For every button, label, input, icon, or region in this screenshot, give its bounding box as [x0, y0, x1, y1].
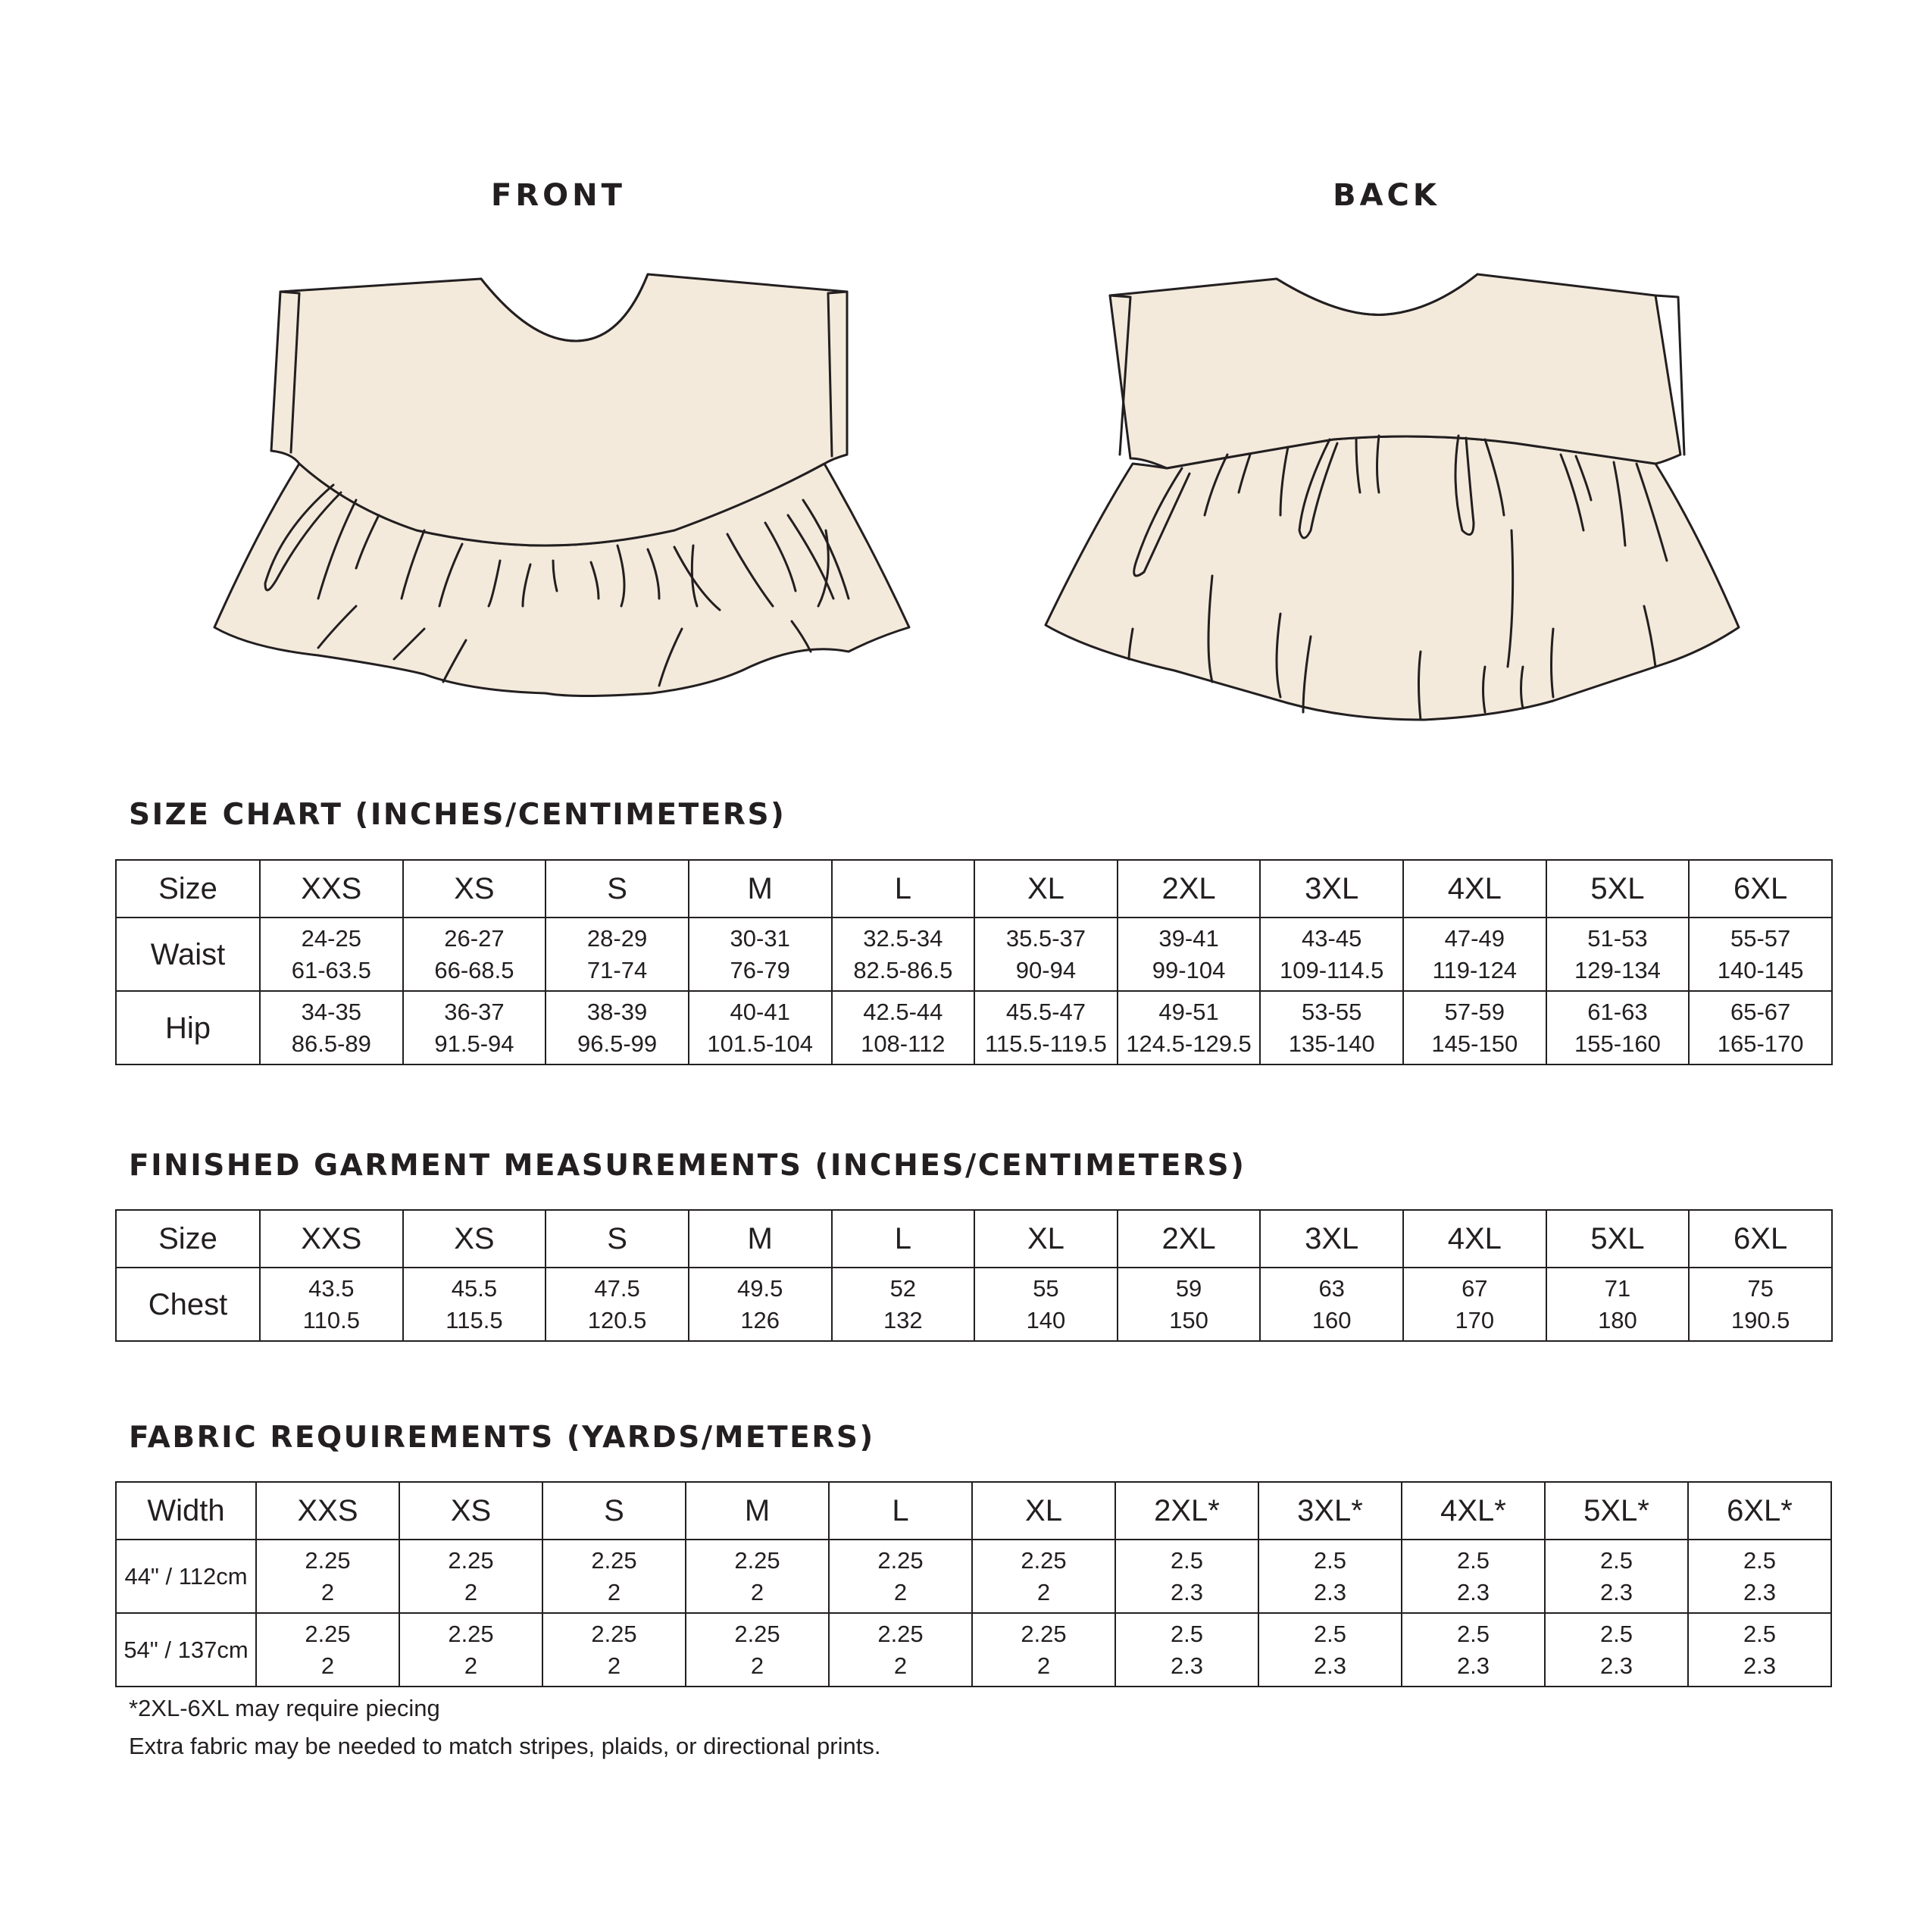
value-inches: 63	[1318, 1274, 1345, 1302]
value-meters: 2	[1036, 1652, 1051, 1679]
value-cell	[1260, 918, 1403, 991]
value-cell	[542, 1540, 686, 1613]
value-cm: 190.5	[1730, 1306, 1790, 1333]
value-meters: 2.3	[1313, 1652, 1347, 1679]
value-inches: 26-27	[444, 924, 505, 952]
value-cm: 124.5-129.5	[1126, 1030, 1252, 1057]
width-header-cell: Width	[116, 1482, 256, 1540]
size-cell: 4XL	[1403, 860, 1546, 918]
value-meters: 2.3	[1599, 1652, 1633, 1679]
garment-illustrations	[0, 0, 1932, 758]
front-view-label: FRONT	[491, 178, 626, 213]
value-inches: 61-63	[1587, 998, 1648, 1025]
value-inches: 47.5	[594, 1274, 640, 1302]
value-cm: 82.5-86.5	[853, 956, 953, 983]
value-yards: 2.5	[1170, 1546, 1204, 1574]
value-inches: 43.5	[308, 1274, 355, 1302]
back-view-label: BACK	[1333, 178, 1440, 213]
value-cell	[1689, 1268, 1832, 1341]
value-cm: 86.5-89	[291, 1030, 371, 1057]
value-cell	[1403, 1268, 1546, 1341]
value-inches: 49.5	[737, 1274, 783, 1302]
value-inches: 45.5-47	[1005, 998, 1086, 1025]
value-cm: 76-79	[730, 956, 790, 983]
value-inches: 75	[1747, 1274, 1774, 1302]
value-yards: 2.25	[305, 1620, 351, 1647]
size-cell: S	[542, 1482, 686, 1540]
value-cell	[403, 918, 546, 991]
size-cell: 2XL	[1118, 1210, 1261, 1268]
value-cell	[403, 1268, 546, 1341]
value-meters: 2.3	[1743, 1652, 1777, 1679]
finished-measurements-title: FINISHED GARMENT MEASUREMENTS (INCHES/CENTIMETERS)	[129, 1149, 1246, 1183]
row-label-cell: 54" / 137cm	[116, 1613, 256, 1687]
finished-measurements-table	[115, 1209, 1833, 1342]
value-cell	[686, 1613, 829, 1687]
fabric-header-row	[116, 1482, 1831, 1540]
size-cell: M	[686, 1482, 829, 1540]
value-cm: 132	[883, 1306, 923, 1333]
value-meters: 2.3	[1599, 1578, 1633, 1605]
value-cell	[829, 1613, 972, 1687]
table-row	[116, 1268, 1832, 1341]
value-cm: 99-104	[1152, 956, 1226, 983]
value-cm: 101.5-104	[707, 1030, 813, 1057]
size-cell: XL	[972, 1482, 1115, 1540]
value-cell	[832, 918, 975, 991]
value-cell	[1403, 918, 1546, 991]
size-cell: XXS	[260, 1210, 403, 1268]
value-meters: 2.3	[1170, 1578, 1204, 1605]
value-yards: 2.25	[734, 1620, 780, 1647]
size-cell: L	[832, 860, 975, 918]
value-inches: 43-45	[1302, 924, 1362, 952]
extra-fabric-note: Extra fabric may be needed to match stripes, plaids, or directional prints.	[129, 1733, 881, 1759]
value-cell	[399, 1540, 542, 1613]
value-cm: 109-114.5	[1280, 956, 1384, 983]
size-chart-table	[115, 859, 1833, 1065]
value-inches: 47-49	[1444, 924, 1505, 952]
value-cell	[1403, 991, 1546, 1064]
row-label-cell: Hip	[116, 991, 260, 1064]
size-cell: 2XL*	[1115, 1482, 1258, 1540]
size-cell: L	[829, 1482, 972, 1540]
value-cm: 91.5-94	[434, 1030, 514, 1057]
value-meters: 2	[464, 1578, 478, 1605]
fabric-requirements-title: FABRIC REQUIREMENTS (YARDS/METERS)	[129, 1421, 875, 1455]
value-meters: 2.3	[1456, 1652, 1490, 1679]
value-cell	[689, 918, 832, 991]
value-inches: 55-57	[1730, 924, 1791, 952]
value-cell	[1545, 1540, 1688, 1613]
value-yards: 2.25	[448, 1546, 494, 1574]
value-meters: 2	[320, 1652, 335, 1679]
value-inches: 32.5-34	[863, 924, 943, 952]
value-cell	[542, 1613, 686, 1687]
value-inches: 71	[1604, 1274, 1631, 1302]
row-label-cell: Chest	[116, 1268, 260, 1341]
size-cell: XXS	[260, 860, 403, 918]
value-cell	[829, 1540, 972, 1613]
value-yards: 2.25	[591, 1620, 637, 1647]
value-cm: 129-134	[1574, 956, 1661, 983]
piecing-note: *2XL-6XL may require piecing	[129, 1695, 440, 1721]
size-cell: XS	[403, 860, 546, 918]
value-inches: 28-29	[586, 924, 648, 952]
size-cell: XXS	[256, 1482, 399, 1540]
value-yards: 2.5	[1743, 1620, 1777, 1647]
size-cell: S	[546, 860, 689, 918]
value-cm: 96.5-99	[577, 1030, 658, 1057]
table-row	[116, 991, 1832, 1064]
size-cell: 5XL	[1546, 1210, 1690, 1268]
value-cell	[260, 1268, 403, 1341]
value-inches: 67	[1462, 1274, 1488, 1302]
value-cell	[1545, 1613, 1688, 1687]
value-cm: 140-145	[1717, 956, 1804, 983]
value-cell	[1402, 1540, 1545, 1613]
value-cell	[1402, 1613, 1545, 1687]
size-cell: 3XL*	[1258, 1482, 1402, 1540]
value-inches: 65-67	[1730, 998, 1791, 1025]
value-inches: 55	[1033, 1274, 1059, 1302]
value-cell	[260, 918, 403, 991]
value-cell	[403, 991, 546, 1064]
value-cell	[1688, 1540, 1831, 1613]
value-cm: 61-63.5	[291, 956, 371, 983]
value-cell	[546, 1268, 689, 1341]
value-yards: 2.5	[1456, 1620, 1490, 1647]
value-inches: 53-55	[1302, 998, 1362, 1025]
row-label-cell: 44" / 112cm	[116, 1540, 256, 1613]
size-cell: 5XL	[1546, 860, 1690, 918]
value-cell	[1689, 918, 1832, 991]
value-cm: 155-160	[1574, 1030, 1661, 1057]
value-yards: 2.5	[1170, 1620, 1204, 1647]
value-cm: 145-150	[1431, 1030, 1518, 1057]
value-inches: 57-59	[1444, 998, 1505, 1025]
value-cell	[546, 918, 689, 991]
value-meters: 2	[750, 1652, 764, 1679]
value-cell	[1260, 991, 1403, 1064]
value-yards: 2.5	[1599, 1546, 1633, 1574]
table-row	[116, 1613, 1831, 1687]
value-cell	[1258, 1613, 1402, 1687]
value-yards: 2.5	[1599, 1620, 1633, 1647]
value-inches: 40-41	[730, 998, 790, 1025]
value-cell	[256, 1540, 399, 1613]
value-cm: 120.5	[587, 1306, 647, 1333]
table-row	[116, 1540, 1831, 1613]
value-meters: 2	[750, 1578, 764, 1605]
value-cm: 119-124	[1432, 956, 1518, 983]
value-cell	[1546, 991, 1690, 1064]
value-cm: 165-170	[1717, 1030, 1804, 1057]
value-inches: 59	[1175, 1274, 1202, 1302]
value-meters: 2	[464, 1652, 478, 1679]
value-inches: 39-41	[1158, 924, 1219, 952]
value-cm: 180	[1598, 1306, 1637, 1333]
value-cell	[1258, 1540, 1402, 1613]
value-cell	[1115, 1613, 1258, 1687]
value-cm: 160	[1311, 1306, 1352, 1333]
value-meters: 2.3	[1456, 1578, 1490, 1605]
row-label-cell: Waist	[116, 918, 260, 991]
value-inches: 30-31	[730, 924, 790, 952]
value-yards: 2.25	[591, 1546, 637, 1574]
value-inches: 45.5	[451, 1274, 498, 1302]
back-peplum-illustration	[1046, 436, 1739, 720]
value-cell	[974, 991, 1118, 1064]
value-cell	[972, 1613, 1115, 1687]
value-cm: 110.5	[302, 1306, 360, 1333]
value-yards: 2.25	[734, 1546, 780, 1574]
value-meters: 2	[1036, 1578, 1051, 1605]
value-cell	[256, 1613, 399, 1687]
value-cell	[260, 991, 403, 1064]
size-cell: 3XL	[1260, 1210, 1403, 1268]
value-yards: 2.25	[877, 1620, 924, 1647]
value-cm: 115.5	[445, 1306, 503, 1333]
value-meters: 2	[607, 1652, 621, 1679]
size-header-cell: Size	[116, 1210, 260, 1268]
value-cm: 135-140	[1288, 1030, 1375, 1057]
size-cell: 2XL	[1118, 860, 1261, 918]
value-cm: 126	[740, 1306, 780, 1333]
table-row	[116, 918, 1832, 991]
value-cm: 150	[1169, 1306, 1208, 1333]
value-cell	[832, 991, 975, 1064]
value-yards: 2.5	[1313, 1546, 1347, 1574]
value-meters: 2	[893, 1578, 908, 1605]
size-cell: L	[832, 1210, 975, 1268]
value-cell	[832, 1268, 975, 1341]
value-yards: 2.5	[1743, 1546, 1777, 1574]
size-cell: 5XL*	[1545, 1482, 1688, 1540]
finished-header-row	[116, 1210, 1832, 1268]
size-cell: 6XL	[1689, 1210, 1832, 1268]
size-cell: S	[546, 1210, 689, 1268]
value-inches: 42.5-44	[863, 998, 943, 1025]
value-cm: 90-94	[1015, 956, 1077, 983]
value-cell	[686, 1540, 829, 1613]
value-inches: 35.5-37	[1005, 924, 1086, 952]
value-yards: 2.25	[1021, 1620, 1067, 1647]
size-cell: 6XL	[1689, 860, 1832, 918]
value-inches: 51-53	[1587, 924, 1648, 952]
value-cell	[1546, 1268, 1690, 1341]
value-cell	[546, 991, 689, 1064]
value-cm: 140	[1026, 1306, 1066, 1333]
value-cell	[1689, 991, 1832, 1064]
value-cm: 170	[1455, 1306, 1495, 1333]
value-cell	[689, 991, 832, 1064]
value-meters: 2	[893, 1652, 908, 1679]
size-cell: XS	[403, 1210, 546, 1268]
size-header-cell: Size	[116, 860, 260, 918]
value-meters: 2.3	[1743, 1578, 1777, 1605]
value-yards: 2.25	[305, 1546, 351, 1574]
value-inches: 34-35	[301, 998, 361, 1025]
value-yards: 2.5	[1313, 1620, 1347, 1647]
size-chart-header-row	[116, 860, 1832, 918]
value-inches: 38-39	[586, 998, 648, 1025]
value-cell	[1118, 918, 1261, 991]
value-yards: 2.5	[1456, 1546, 1490, 1574]
value-inches: 52	[889, 1274, 917, 1302]
value-inches: 36-37	[444, 998, 505, 1025]
value-yards: 2.25	[877, 1546, 924, 1574]
value-cell	[1546, 918, 1690, 991]
size-cell: XL	[974, 860, 1118, 918]
value-cell	[1260, 1268, 1403, 1341]
size-cell: XL	[974, 1210, 1118, 1268]
value-cm: 115.5-119.5	[985, 1030, 1107, 1057]
size-cell: 4XL	[1403, 1210, 1546, 1268]
value-inches: 49-51	[1158, 998, 1219, 1025]
value-yards: 2.25	[448, 1620, 494, 1647]
size-chart-title: SIZE CHART (INCHES/CENTIMETERS)	[129, 798, 786, 832]
value-meters: 2	[320, 1578, 335, 1605]
value-cell	[1688, 1613, 1831, 1687]
value-meters: 2	[607, 1578, 621, 1605]
value-cell	[689, 1268, 832, 1341]
value-cm: 71-74	[586, 956, 648, 983]
value-meters: 2.3	[1170, 1652, 1204, 1679]
value-cell	[972, 1540, 1115, 1613]
value-cm: 66-68.5	[434, 956, 514, 983]
value-cm: 108-112	[861, 1030, 946, 1057]
size-cell: 6XL*	[1688, 1482, 1831, 1540]
size-cell: 3XL	[1260, 860, 1403, 918]
value-cell	[1118, 1268, 1261, 1341]
value-cell	[974, 1268, 1118, 1341]
value-inches: 24-25	[301, 924, 361, 952]
value-cell	[1115, 1540, 1258, 1613]
size-cell: M	[689, 1210, 832, 1268]
value-cell	[399, 1613, 542, 1687]
value-cell	[974, 918, 1118, 991]
fabric-requirements-table	[115, 1481, 1832, 1687]
size-cell: 4XL*	[1402, 1482, 1545, 1540]
value-cell	[1118, 991, 1261, 1064]
value-meters: 2.3	[1313, 1578, 1347, 1605]
size-cell: XS	[399, 1482, 542, 1540]
value-yards: 2.25	[1021, 1546, 1067, 1574]
size-cell: M	[689, 860, 832, 918]
